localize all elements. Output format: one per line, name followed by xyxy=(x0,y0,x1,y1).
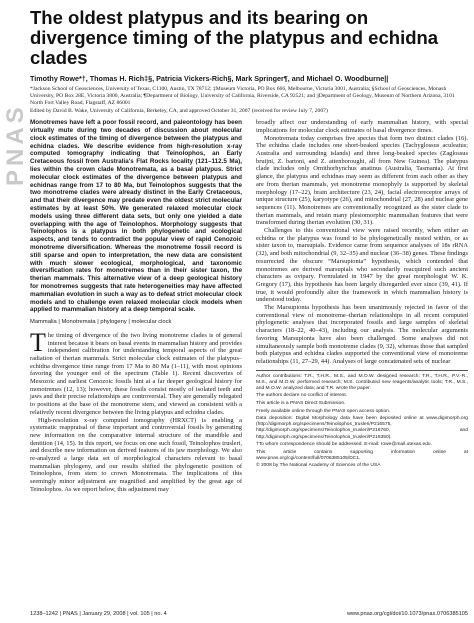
citation-line: 1238–1242 | PNAS | January 29, 2008 | vol. 105 | no. 4 xyxy=(30,611,167,617)
body-paragraph: Challenges to this conventional view were raised recently, when either an echidna or the platypus was found to be phylogenetically nested within, or as sister taxon to, marsupials. Evidence came from sequence analyses of 18s rRNA (32), and both mitochondrial (9, 32–35) and nuclear (36–38) genes. These findings resurrected the obscure “Marsupionta” hypothesis, which contended that monotremes are derived marsupials who secondarily reacquired such ancient characters as ovipary. Formulated in 1947 by the great morphologist W. K. Gregory (17), this hypothesis has been largely disregarded ever since (39, 41). If true, it would profoundly alter the framework in which mammalian history is understood today. xyxy=(256,227,468,304)
footnote: This article is a PNAS Direct Submission. xyxy=(256,401,346,407)
body-paragraph: High-resolution x-ray computed tomography (HRXCT) is enabling a systematic reappraisal of these important and controversial fossils by generating new information on the comparative internal structure of the mandible and dentition (14, 15). In this report, we focus on one such fossil, Teinolophos trusleri, and describe new information on derived features of its jaw morphology. We also re-analyzed a large data set of morphological characters relevant to basal mammalian phylogeny, and our results shifted the phylogenetic position of Teinolophos, from stem to crown Monotremata. The implications of this seemingly minor adjustment are magnified and amplified by the great age of Teinolophos. As we report below, this adjustment may xyxy=(30,416,242,493)
footnote: Author contributions: T.R., T.H.R., M.S., and M.O.W. designed research; T.R., T.H.R., P.V.-R., M.S., and M.O.W. performed research; M.S. contributed new reagents/analytic tools; T.R., M.S., and M.O.W. analyzed data; and T.R. wrote the paper. xyxy=(256,373,468,391)
author-list: Timothy Rowe*†, Thomas H. Rich‡§, Patricia Vickers-Rich§, Mark Springer¶, and Michael O. Woodburne|| xyxy=(30,74,389,83)
journal-sidebar xyxy=(0,0,29,623)
edited-by-line: Edited by David B. Wake, University of California, Berkeley, CA, and approved October 31, 2007 (received for review July 7, 2007) xyxy=(30,108,328,115)
right-column xyxy=(256,119,468,493)
paragraph-text: he timing of divergence of the two living monotreme clades is of general interest because it bears on basal events in mammalian history and provides independent calibration for understanding temporal aspects of the great radiation of therian mammals. Strict molecular clock estimates of the platypus–echidna divergence time range from 17 Ma to 80 Ma (1–11), with most opinions favoring the younger end of the spectrum (Table 1). Recent discoveries of Mesozoic and earliest Cenozoic fossils hint at a far deeper geological history for monotremes (12, 13); however, these fossils consist mostly of isolated teeth and jaws and their precise relationships are controversial. They are generally relegated to positions at the base of the monotreme stem, and viewed as consistent with a relatively recent divergence between the living platypus and echidna clades. xyxy=(30,331,242,416)
article-content xyxy=(30,8,468,494)
body-paragraph xyxy=(30,327,242,417)
abstract: Monotremes have left a poor fossil record, and paleontology has been virtually mute during two decades of discussion about molecular clock estimates of the timing of divergence between the platypus and echidna clades. We describe evidence from high-resolution x-ray computed tomography indicating that Teinolophos, an Early Cretaceous fossil from Australia's Flat Rocks locality (121–112.5 Ma), lies within the crown clade Monotremata, as a basal platypus. Strict molecular clock estimates of the divergence between platypus and echidnas range from 17 to 80 Ma, but Teinolophos suggests that the two monotreme clades were already distinct in the Early Cretaceous, and that their divergence may predate even the oldest strict molecular estimates by at least 50%. We generated relaxed molecular clock models using three different data sets, but only one yielded a date overlapping with the age of Teinolophos. Morphology suggests that Teinolophos is a platypus in both phylogenetic and ecological aspects, and tends to contradict the popular view of rapid Cenozoic monotreme diversification. Whereas the monotreme fossil record is still sparse and open to interpretation, the new data are consistent with much slower ecological, morphological, and taxonomic diversification rates for monotremes than in their sister taxon, the therian mammals. This alternative view of a deep geological history for monotremes suggests that rate heterogeneities may have affected mammalian evolution in such a way as to defeat strict molecular clock models and to challenge even relaxed molecular clock models when applied to mammalian history at a deep temporal scale. xyxy=(30,119,242,314)
body-paragraph: The Marsupionta hypothesis has been unanimously rejected in favor of the conventional view of monotreme–therian relationships in all recent computed phylogenetic analyses that incorporated fossils and large samples of skeletal characters (18–22, 40–43), including our analysis. The molecular arguments favoring Marsupionta have also been challenged. Some analyses did not simultaneously sample both monotreme clades (9, 32), whereas those that sampled both platypus and echidna clades supported the conventional view of monotreme relationships (11, 27–29, 44). Analyses of large concatenated sets of nuclear xyxy=(256,304,468,365)
footnote: The authors declare no conflict of interest. xyxy=(256,393,348,399)
journal-logo-mark: PNAS xyxy=(2,103,29,187)
article-title: The oldest platypus and its bearing on divergence timing of the platypus and echidna clades xyxy=(30,7,439,68)
footnotes xyxy=(256,374,468,470)
footnote: This article contains supporting information online at www.pnas.org/cgi/content/full/0706385105/DC1. xyxy=(256,449,468,461)
body-paragraph: broadly affect our understanding of early mammalian history, with special implications for molecular clock estimates of basal divergence times. xyxy=(256,119,468,134)
footnote-divider xyxy=(256,370,468,371)
footnote: †To whom correspondence should be addressed. E-mail: rowe@mail.utexas.edu. xyxy=(256,442,432,448)
left-column xyxy=(30,119,242,493)
two-column-layout xyxy=(30,119,468,493)
drop-cap: T xyxy=(30,327,46,357)
doi-link[interactable]: www.pnas.org/cgi/doi/10.1073/pnas.0706385105 xyxy=(347,611,468,617)
footnote: Freely available online through the PNAS open access option. xyxy=(256,408,391,414)
page-footer xyxy=(30,611,468,617)
copyright-notice: © 2008 by The National Academy of Sciences of the USA xyxy=(256,463,381,469)
keywords: Mammalia | Monotremata | phylogeny | molecular clock xyxy=(30,319,172,326)
body-paragraph: Monotremata today comprises five species that form two distinct clades (16). The echidna clade includes one short-beaked species (Tachyglossus aculeatus; Australia and surrounding islands) and three long-beaked species (Zaglossus bruijni, Z. bartoni, and Z. attenboroughi, all from New Guinea). The platypus clade includes only Ornithorhynchus anatinus (Australia, Tasmania). At first glance, the platypus and echidnas may seem as different from each other as they are from therian mammals, yet monotreme monophyly is supported by skeletal morphology (17–22), brain architecture (23, 24), facial electroreceptor arrays of unique structure (25), karyotype (26), and mitochondrial (27, 28) and nuclear gene sequences (11). Monotremes are conventionally recognized as the sister clade to therian mammals, and retain many plesiomorphic mammalian features that were transformed during therian evolution (30, 31). xyxy=(256,134,468,227)
footnote: Data deposition: Digital Morphology data have been deposited online at www.digimorph.org (http://digimorph.org/specimens/Teinolophos_trusleri/P216575, http://digimorph.org/specimens/Teinolophos_trusleri/P216760, and http://digimorph.org/specimens/Teinolophos_trusleri/P219350). xyxy=(256,416,468,440)
affiliations: *Jackson School of Geosciences, University of Texas, C1100, Austin, TX 78712; ‡Museum Victoria, PO Box 666, Melbourne, Victoria 3001, Australia; §School of Geosciences, Monash University, PO Box 28E, Victoria 3800, Australia; ¶Department of Biology, University of California, Riverside, CA 92521; and ||Department of Geology, Museum of Northern Arizona, 3101 North Fort Valley Road, Flagstaff, AZ 86001 xyxy=(30,86,455,106)
